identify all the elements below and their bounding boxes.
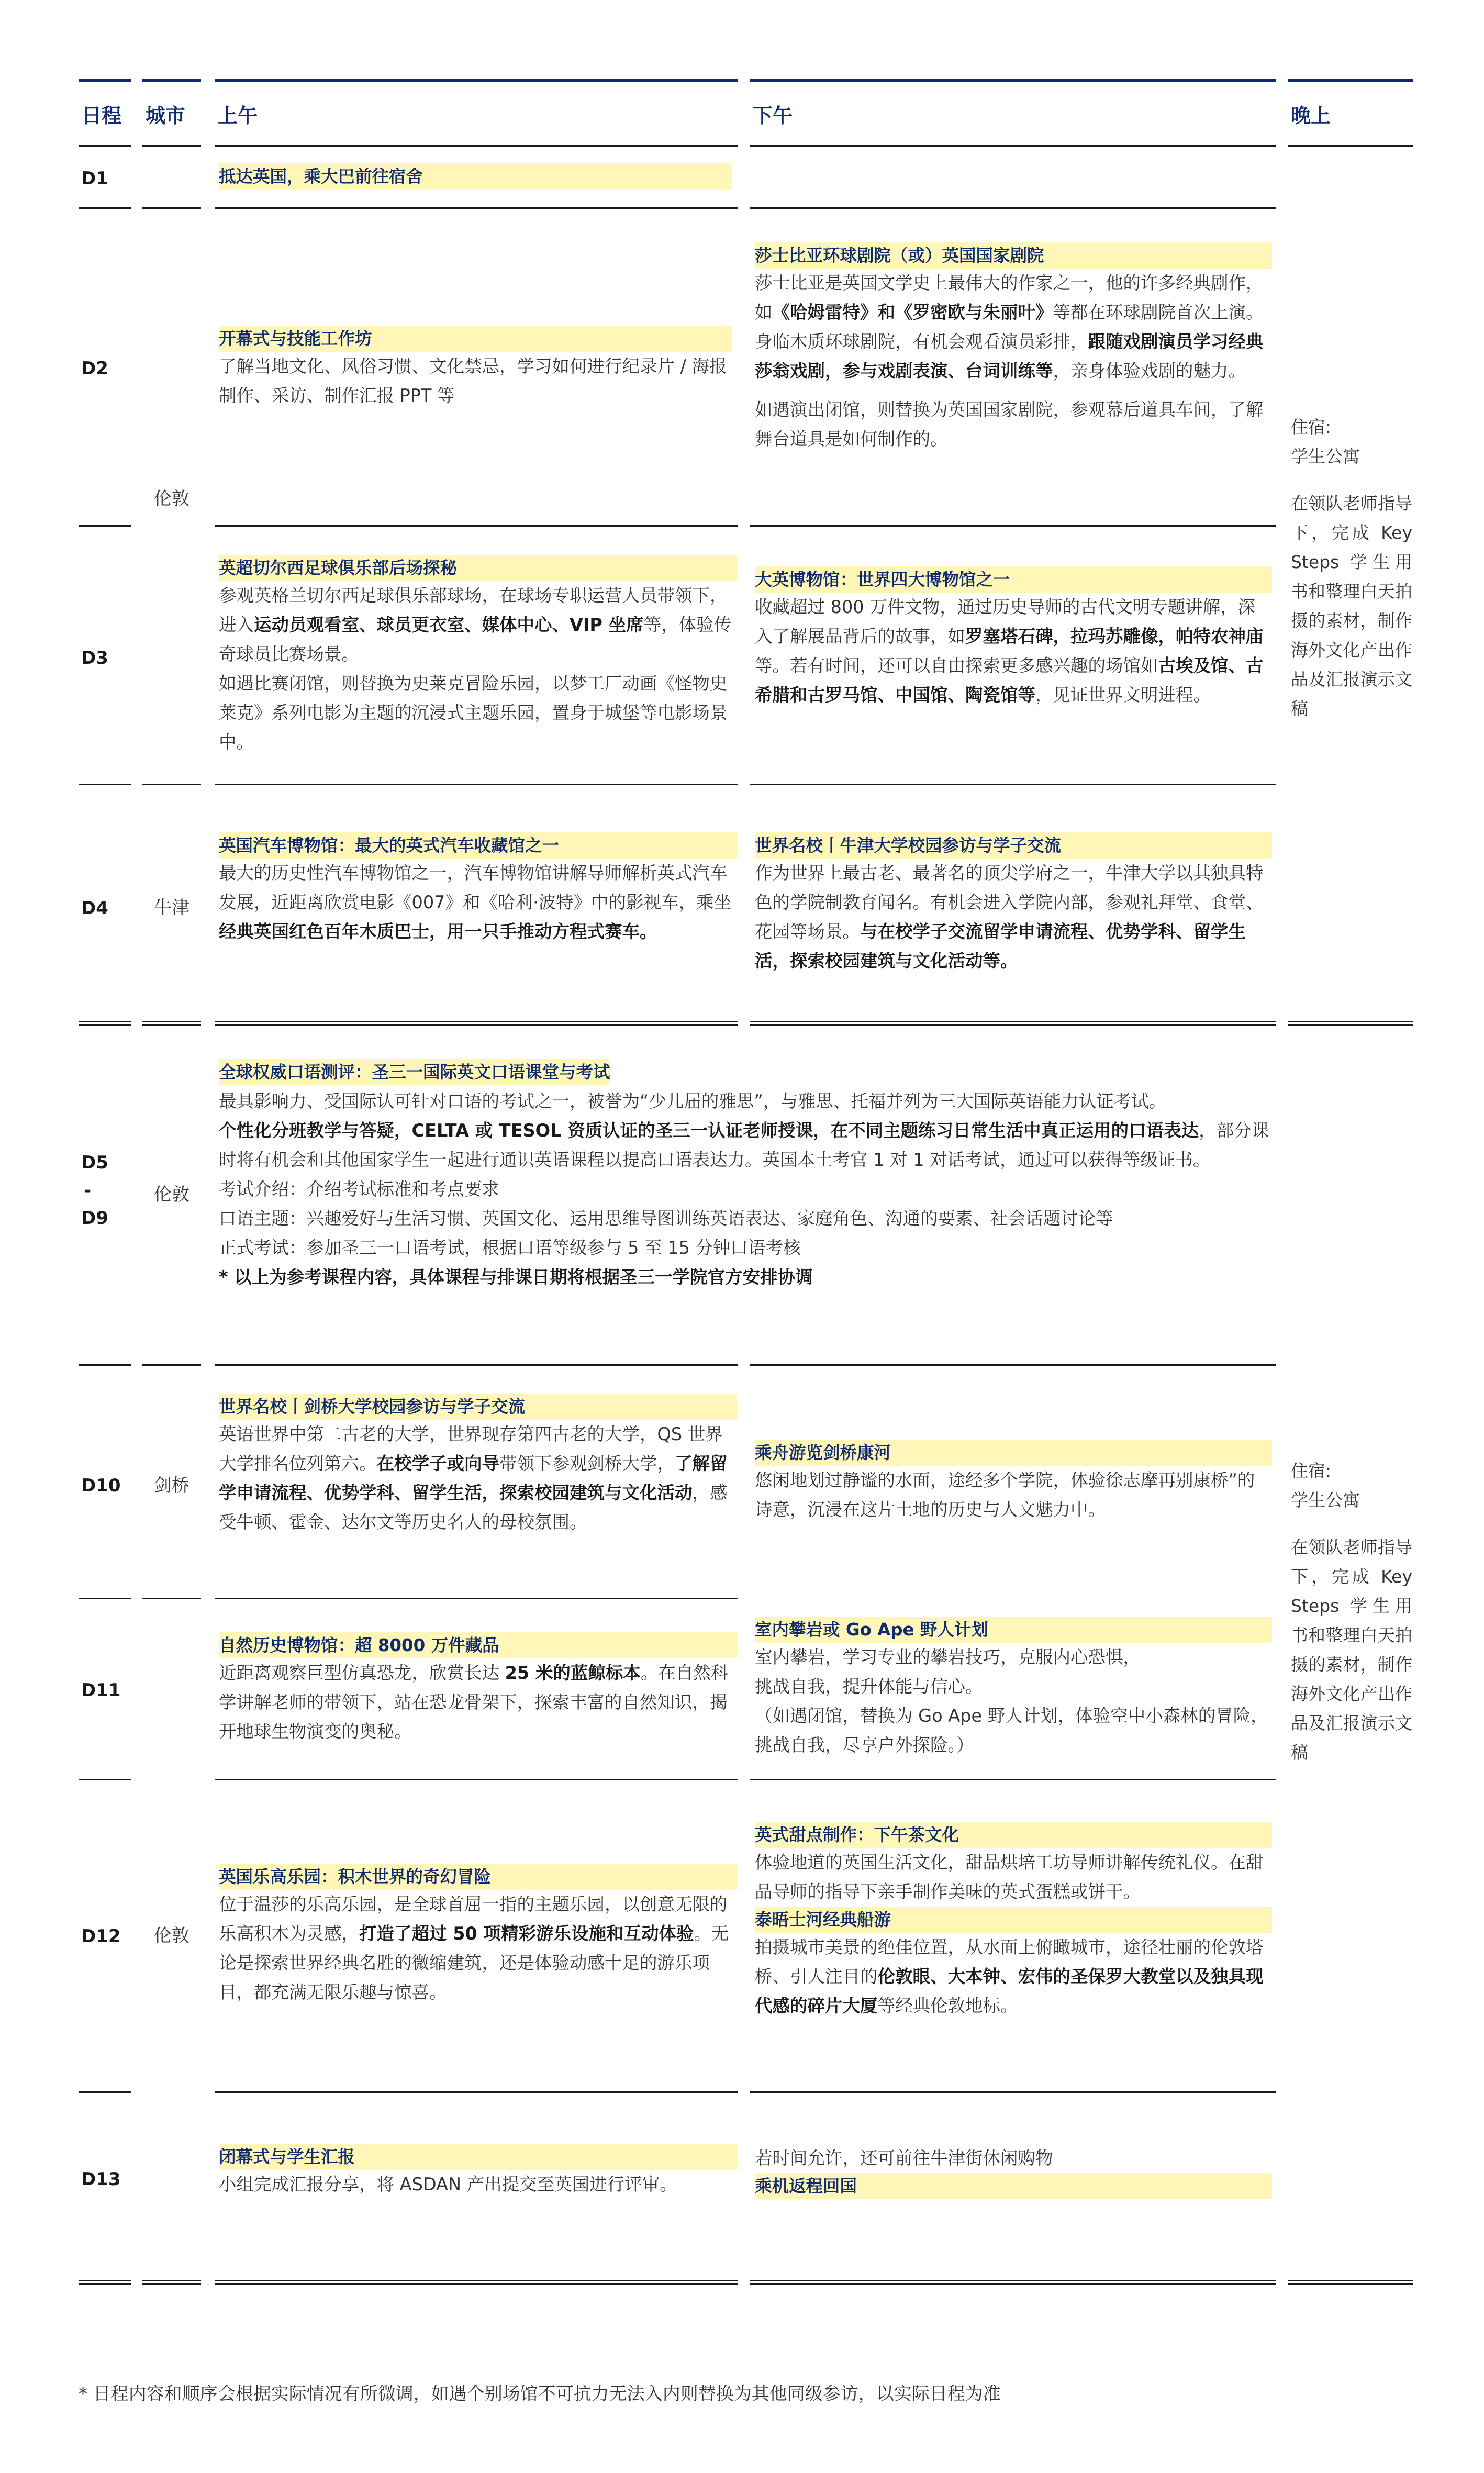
d13-am-title: 闭幕式与学生汇报	[219, 2144, 737, 2170]
row-separator	[215, 207, 738, 209]
row-separator	[215, 784, 738, 785]
d3-am-title: 英超切尔西足球俱乐部后场探秘	[219, 555, 737, 581]
day-label-d1: D1	[81, 168, 108, 189]
evening-stay-value: 学生公寓	[1291, 446, 1360, 466]
d3-am-alternative: 如遇比赛闭馆，则替换为史莱克冒险乐园，以梦工厂动画《怪物史莱克》系列电影为主题的沉浸式主题乐园，置身于城堡等电影场景中。	[219, 673, 728, 752]
d11-am-cell	[219, 1632, 737, 1746]
d2-pm-description: 莎士比亚是英国文学史上最伟大的作家之一，他的许多经典剧作，如《哈姆雷特》和《罗密欧与朱丽叶》等都在环球剧院首次上演。身临木质环球剧院，有机会观看演员彩排，跟随戏剧演员学习经典莎翁戏剧，参与戏剧表演、台词训练等，亲身体验戏剧的魅力。	[755, 273, 1264, 381]
row-separator	[750, 2091, 1276, 2093]
d11-pm-line2: 挑战自我，提升体能与信心。	[755, 1676, 983, 1697]
row-separator	[142, 784, 201, 785]
row-separator	[750, 1779, 1276, 1780]
d3-am-description: 参观英格兰切尔西足球俱乐部球场，在球场专职运营人员带领下，进入运动员观看室、球员更衣室、媒体中心、VIP 坐席等，体验传奇球员比赛场景。	[219, 585, 732, 664]
city-label-cambridge: 剑桥	[154, 1475, 189, 1496]
day-label-d2: D2	[81, 358, 108, 379]
evening-task: 在领队老师指导下，完成 Key Steps 学生用书和整理白天拍摄的素材，制作海外文化产出作品及汇报演示文稿	[1291, 1537, 1412, 1763]
row-separator	[79, 1364, 131, 1366]
d1-am-title: 抵达英国，乘大巴前往宿舍	[219, 163, 732, 190]
row-separator	[215, 1779, 738, 1780]
row-separator	[79, 1779, 131, 1780]
table-bottom-border	[79, 2280, 131, 2285]
row-separator	[79, 2091, 131, 2093]
row-separator	[215, 2091, 738, 2093]
d4-pm-cell	[755, 832, 1272, 976]
d5-description: 最具影响力、受国际认可针对口语的考试之一，被誉为“少儿届的雅思”，与雅思、托福并列为三大国际英语能力认证考试。 个性化分班教学与答疑，CELTA 或 TESOL 资质认证的圣三一认证老师授课，在不同主题练习日常生活中真正运用的口语表达，部分课时将有机会和其他国家学生一起进行通识英语课程以提高口语表达力。英国本土考官 1 对 1 对话考试，通过可以获得等级证书。	[219, 1091, 1269, 1170]
city-label-london: 伦敦	[154, 488, 189, 509]
d12-am-title: 英国乐高乐园：积木世界的奇幻冒险	[219, 1864, 737, 1890]
d12-pm-title-thames: 泰晤士河经典船游	[755, 1907, 1272, 1933]
row-separator	[215, 525, 738, 527]
day-label-d5: D5	[81, 1152, 108, 1173]
d5-title: 全球权威口语测评：圣三一国际英文口语课堂与考试	[219, 1059, 610, 1085]
d12-pm-title-dessert: 英式甜点制作：下午茶文化	[755, 1822, 1272, 1848]
header-day-label: 日程	[82, 104, 122, 127]
d3-am-cell	[219, 555, 737, 757]
d10-am-title: 世界名校丨剑桥大学校园参访与学子交流	[219, 1394, 737, 1420]
d5-speaking-topics: 口语主题：兴趣爱好与生活习惯、英国文化、运用思维导图训练英语表达、家庭角色、沟通的要素、社会话题讨论等	[219, 1208, 1113, 1229]
d12-pm-thames-text: 拍摄城市美景的绝佳位置，从水面上俯瞰城市，途径壮丽的伦敦塔桥、引人注目的伦敦眼、大本钟、宏伟的圣保罗大教堂以及独具现代感的碎片大厦等经典伦敦地标。	[755, 1937, 1264, 2016]
d13-am-cell	[219, 2144, 737, 2199]
d5-exam-intro: 考试介绍：介绍考试标准和考点要求	[219, 1179, 499, 1199]
row-separator	[750, 207, 1276, 209]
d2-am-text: 了解当地文化、风俗习惯、文化禁忌，学习如何进行纪录片 / 海报制作、采访、制作汇报 PPT 等	[219, 356, 727, 406]
evening-task: 在领队老师指导下，完成 Key Steps 学生用书和整理白天拍摄的素材，制作海外文化产出作品及汇报演示文稿	[1291, 493, 1412, 719]
d2-pm-alternative: 如遇演出闭馆，则替换为英国国家剧院，参观幕后道具车间，了解舞台道具是如何制作的。	[755, 399, 1264, 449]
day-label-d11: D11	[81, 1680, 121, 1701]
d5-note: * 以上为参考课程内容，具体课程与排课日期将根据圣三一学院官方安排协调	[219, 1267, 813, 1287]
d11-pm-line1: 室内攀岩，学习专业的攀岩技巧，克服内心恐惧，	[755, 1647, 1141, 1667]
d3-pm-title: 大英博物馆：世界四大博物馆之一	[755, 566, 1272, 593]
row-double-separator	[79, 1021, 131, 1026]
d13-pm-title: 乘机返程回国	[755, 2173, 1272, 2199]
day-label-d4: D4	[81, 898, 108, 919]
d11-am-title: 自然历史博物馆：超 8000 万件藏品	[219, 1632, 737, 1658]
header-pm-label: 下午	[753, 104, 793, 127]
d13-am-description: 小组完成汇报分享，将 ASDAN 产出提交至英国进行评审。	[219, 2174, 677, 2194]
row-separator	[142, 1364, 201, 1366]
row-separator	[79, 784, 131, 785]
d10-pm-cell	[755, 1440, 1272, 1524]
d3-pm-cell	[755, 566, 1272, 710]
d2-am-cell	[219, 326, 732, 410]
row-double-separator	[1288, 1021, 1413, 1026]
row-double-separator	[750, 1021, 1276, 1026]
d13-pm-cell	[755, 2144, 1272, 2199]
header-am-label: 上午	[218, 104, 258, 127]
row-double-separator	[142, 1021, 201, 1026]
row-separator	[750, 784, 1276, 785]
row-separator	[142, 1598, 201, 1599]
d10-pm-title: 乘舟游览剑桥康河	[755, 1440, 1272, 1466]
table-bottom-border	[750, 2280, 1276, 2285]
d4-am-description: 最大的历史性汽车博物馆之一，汽车博物馆讲解导师解析英式汽车发展，近距离欣赏电影《007》和《哈利·波特》中的影视车，乘坐经典英国红色百年木质巴士，用一只手推动方程式赛车。	[219, 863, 732, 942]
city-label-london: 伦敦	[154, 1925, 189, 1946]
d2-pm-cell	[755, 242, 1272, 454]
d5-d9-cell	[219, 1057, 1271, 1292]
d10-pm-description: 悠闲地划过静谧的水面，途经多个学院，体验徐志摩再别康桥”的诗意，沉浸在这片土地的历史与人文魅力中。	[755, 1470, 1255, 1520]
d13-pm-description: 若时间允许，还可前往牛津街休闲购物	[755, 2148, 1053, 2168]
d12-am-cell	[219, 1864, 737, 2007]
d10-am-cell	[219, 1394, 737, 1537]
d2-am-title: 开幕式与技能工作坊	[219, 326, 732, 352]
d4-pm-title: 世界名校丨牛津大学校园参访与学子交流	[755, 832, 1272, 859]
row-double-separator	[215, 1021, 738, 1026]
header-eve	[1288, 79, 1413, 147]
row-separator	[215, 1598, 738, 1599]
d1-am-cell	[219, 163, 732, 190]
d12-pm-dessert-text: 体验地道的英国生活文化，甜品烘培工坊导师讲解传统礼仪。在甜品导师的指导下亲手制作美味的英式蛋糕或饼干。	[755, 1852, 1264, 1902]
d2-pm-title: 莎士比亚环球剧院（或）英国国家剧院	[755, 242, 1272, 269]
evening-stay-label: 住宿:	[1291, 417, 1332, 437]
d10-am-description: 英语世界中第二古老的大学，世界现存第四古老的大学，QS 世界大学排名位列第六。在校学子或向导带领下参观剑桥大学，了解留学申请流程、优势学科、留学生活，探索校园建筑与文化活动，感受牛顿、霍金、达尔文等历史名人的母校氛围。	[219, 1424, 728, 1532]
header-eve-label: 晚上	[1291, 104, 1331, 127]
day-label-d10: D10	[81, 1475, 121, 1496]
row-separator	[750, 1364, 1276, 1366]
row-separator	[79, 525, 131, 527]
table-bottom-border	[1288, 2280, 1413, 2285]
d11-pm-alternative: （如遇闭馆，替换为 Go Ape 野人计划，体验空中小森林的冒险，挑战自我，尽享户外探险。）	[755, 1706, 1268, 1755]
d3-pm-description: 收藏超过 800 万件文物，通过历史导师的古代文明专题讲解，深入了解展品背后的故事，如罗塞塔石碑，拉玛苏雕像，帕特农神庙等。若有时间，还可以自由探索更多感兴趣的场馆如古埃及馆、古希腊和古罗马馆、中国馆、陶瓷馆等，见证世界文明进程。	[755, 597, 1264, 705]
day-label-d3: D3	[81, 648, 108, 669]
row-separator	[215, 1364, 738, 1366]
evening-block-2	[1291, 1456, 1412, 1767]
city-label-oxford: 牛津	[154, 897, 189, 918]
header-pm	[750, 79, 1276, 147]
row-separator	[750, 525, 1276, 527]
evening-stay-label: 住宿:	[1291, 1461, 1332, 1481]
header-am	[215, 79, 738, 147]
row-separator	[79, 207, 131, 209]
evening-stay-value: 学生公寓	[1291, 1490, 1360, 1510]
row-separator	[79, 1598, 131, 1599]
d11-pm-title: 室内攀岩或 Go Ape 野人计划	[755, 1617, 1272, 1643]
header-day	[79, 79, 131, 147]
day-label-d12: D12	[81, 1926, 121, 1947]
day-label-d13: D13	[81, 2169, 121, 2190]
row-separator	[142, 207, 201, 209]
day-label-d9: D9	[81, 1208, 108, 1229]
d5-formal-exam: 正式考试：参加圣三一口语考试，根据口语等级参与 5 至 15 分钟口语考核	[219, 1238, 801, 1258]
header-city-label: 城市	[146, 104, 186, 127]
table-bottom-border	[215, 2280, 738, 2285]
d12-pm-cell	[755, 1822, 1272, 2021]
footer-note: * 日程内容和顺序会根据实际情况有所微调，如遇个别场馆不可抗力无法入内则替换为其他同级参访，以实际日程为准	[79, 2383, 1001, 2404]
d11-am-description: 近距离观察巨型仿真恐龙，欣赏长达 25 米的蓝鲸标本。在自然科学讲解老师的带领下，站在恐龙骨架下，探索丰富的自然知识，揭开地球生物演变的奥秘。	[219, 1663, 729, 1742]
d4-pm-description: 作为世界上最古老、最著名的顶尖学府之一，牛津大学以其独具特色的学院制教育闻名。有机会进入学院内部，参观礼拜堂、食堂、花园等场景。与在校学子交流留学申请流程、优势学科、留学生活，探索校园建筑与文化活动等。	[755, 863, 1264, 971]
d12-am-description: 位于温莎的乐高乐园，是全球首屈一指的主题乐园，以创意无限的乐高积木为灵感，打造了超过 50 项精彩游乐设施和互动体验。无论是探索世界经典名胜的微缩建筑，还是体验动感十足的游乐项目，都充满无限乐趣与惊喜。	[219, 1894, 729, 2002]
city-label-london: 伦敦	[154, 1184, 189, 1205]
d4-am-title: 英国汽车博物馆：最大的英式汽车收藏馆之一	[219, 832, 737, 859]
d4-am-cell	[219, 832, 737, 946]
header-city	[142, 79, 201, 147]
evening-block-1	[1291, 413, 1412, 723]
day-label-dash: -	[84, 1180, 92, 1201]
table-bottom-border	[142, 2280, 201, 2285]
d11-pm-cell	[755, 1617, 1272, 1760]
